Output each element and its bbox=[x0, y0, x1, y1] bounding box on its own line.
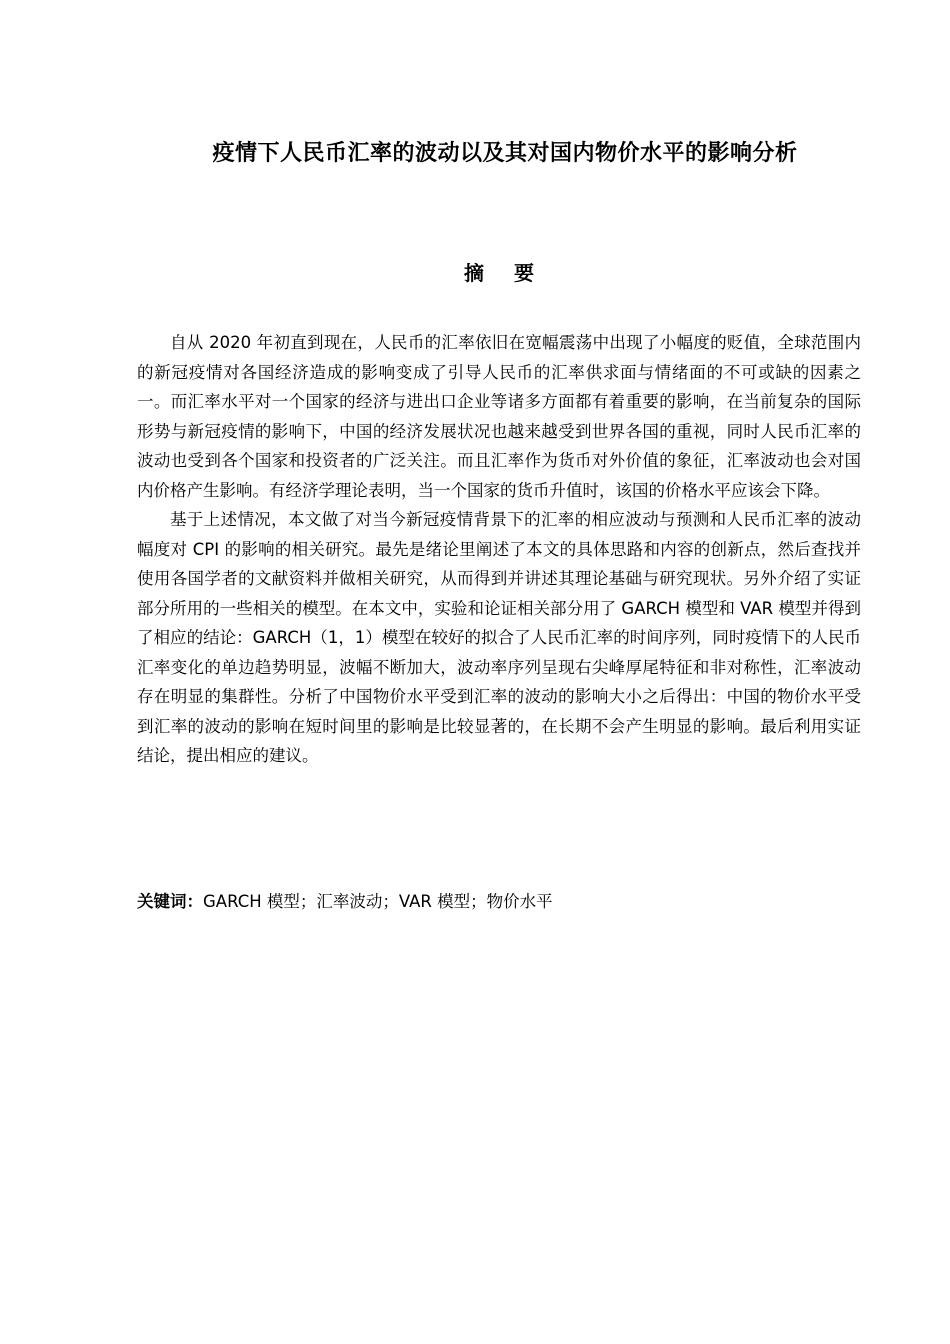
abstract-paragraph-1: 自从 2020 年初直到现在，人民币的汇率依旧在宽幅震荡中出现了小幅度的贬值，全球范围内的新冠疫情对各国经济造成的影响变成了引导人民币的汇率供求面与情绪面的不可或缺的因素之一。而汇率水平对一个国家的经济与进出口企业等诸多方面都有着重要的影响，在当前复杂的国际形势与新冠疫情的影响下，中国的经济发展状况也越来越受到世界各国的重视，同时人民币汇率的波动也受到各个国家和投资者的广泛关注。而且汇率作为货币对外价值的象征，汇率波动也会对国内价格产生影响。有经济学理论表明，当一个国家的货币升值时，该国的价格水平应该会下降。 bbox=[137, 333, 861, 500]
abstract-paragraph-2: 基于上述情况，本文做了对当今新冠疫情背景下的汇率的相应波动与预测和人民币汇率的波动幅度对 CPI 的影响的相关研究。最先是绪论里阐述了本文的具体思路和内容的创新点，然后查找并使用各国学者的文献资料并做相关研究，从而得到并讲述其理论基础与研究现状。另外介绍了实证部分所用的一些相关的模型。在本文中，实验和论证相关部分用了 GARCH 模型和 VAR 模型并得到了相应的结论：GARCH（1，1）模型在较好的拟合了人民币汇率的时间序列，同时疫情下的人民币汇率变化的单边趋势明显，波幅不断加大，波动率序列呈现右尖峰厚尾特征和非对称性，汇率波动存在明显的集群性。分析了中国物价水平受到汇率的波动的影响大小之后得出：中国的物价水平受到汇率的波动的影响在短时间里的影响是比较显著的，在长期不会产生明显的影响。最后利用实证结论，提出相应的建议。 bbox=[137, 510, 861, 765]
document-title: 疫情下人民币汇率的波动以及其对国内物价水平的影响分析 bbox=[212, 141, 798, 166]
abstract-heading-left: 摘 bbox=[464, 261, 484, 285]
abstract-body bbox=[137, 328, 861, 771]
abstract-heading bbox=[0, 257, 950, 286]
abstract-heading-right: 要 bbox=[514, 261, 534, 285]
keywords-label: 关键词： bbox=[137, 892, 203, 911]
keywords-text: GARCH 模型；汇率波动；VAR 模型；物价水平 bbox=[203, 892, 553, 911]
keywords-line bbox=[137, 887, 861, 917]
